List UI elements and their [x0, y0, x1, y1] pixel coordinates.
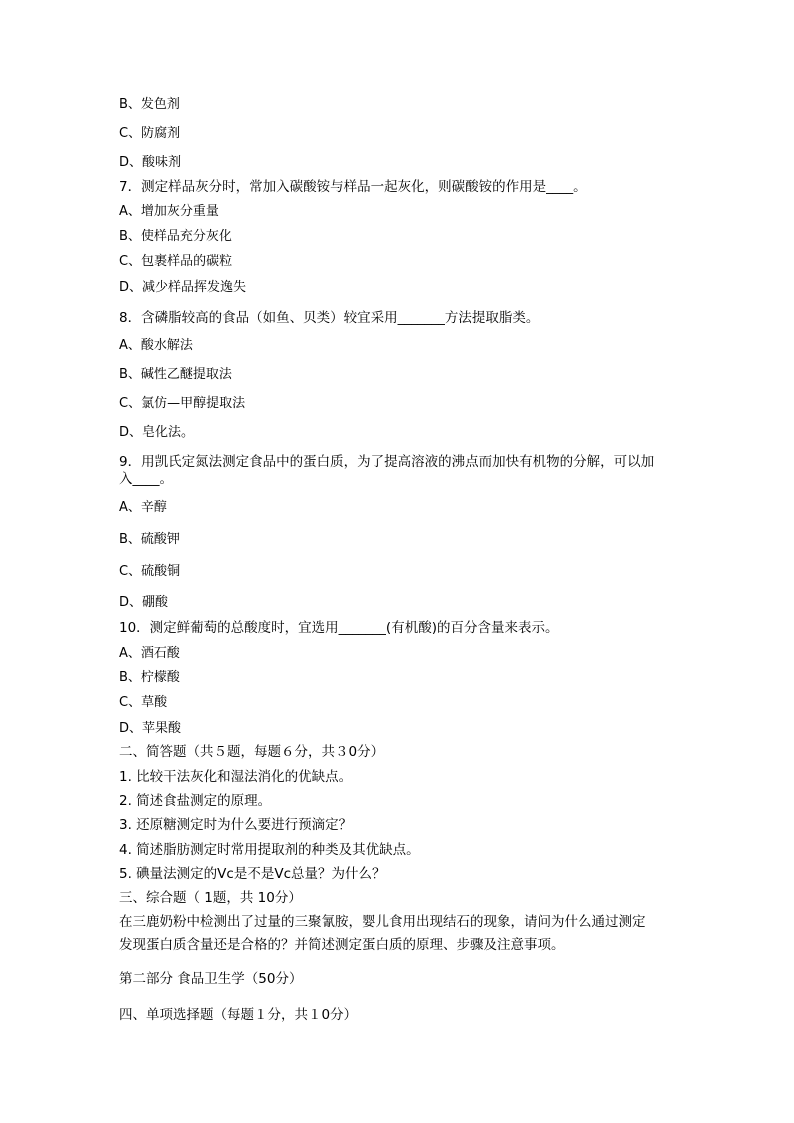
section3-heading: 三、综合题（ 1题，共 10分）	[119, 890, 302, 906]
q9-option-b: B、硫酸钾	[119, 532, 180, 547]
q7-question: 7．测定样品灰分时，常加入碳酸铵与样品一起灰化，则碳酸铵的作用是____。	[119, 179, 587, 195]
section2-item-1: 1. 比较干法灰化和湿法消化的优缺点。	[119, 769, 353, 785]
q10-option-c: C、草酸	[119, 695, 168, 710]
section3-body-line2: 发现蛋白质含量还是合格的？并简述测定蛋白质的原理、步骤及注意事项。	[119, 937, 565, 953]
section2-item-5: 5. 碘量法测定的Vc是不是Vc总量？为什么？	[119, 866, 386, 882]
q8-option-b: B、碱性乙醚提取法	[119, 367, 232, 382]
q7-option-b: B、使样品充分灰化	[119, 229, 232, 244]
section2-item-2: 2. 简述食盐测定的原理。	[119, 793, 272, 809]
section3-body-line1: 在三鹿奶粉中检测出了过量的三聚氰胺，婴儿食用出现结石的现象，请问为什么通过测定	[119, 914, 646, 930]
q9-question-line1: 9．用凯氏定氮法测定食品中的蛋白质，为了提高溶液的沸点而加快有机物的分解，可以加	[119, 454, 655, 470]
section2-item-3: 3. 还原糖测定时为什么要进行预滴定？	[119, 817, 353, 833]
section2-item-4: 4. 简述脂肪测定时常用提取剂的种类及其优缺点。	[119, 842, 420, 858]
q6-option-c: C、防腐剂	[119, 126, 181, 141]
q6-option-d: D、酸味剂	[119, 155, 182, 170]
q7-option-c: C、包裹样品的碳粒	[119, 254, 233, 269]
section2-heading: 二、简答题（共５题，每题６分，共３0分）	[119, 744, 385, 760]
q7-option-d: D、减少样品挥发逸失	[119, 280, 247, 295]
q9-option-d: D、硼酸	[119, 595, 169, 610]
q8-question: 8．含磷脂较高的食品（如鱼、贝类）较宜采用_______方法提取脂类。	[119, 310, 540, 326]
q8-option-c: C、氯仿—甲醇提取法	[119, 396, 246, 411]
q9-question-line2: 入____。	[119, 471, 173, 487]
q7-option-a: A、增加灰分重量	[119, 204, 219, 219]
q10-option-b: B、柠檬酸	[119, 670, 180, 685]
q6-option-b: B、发色剂	[119, 97, 180, 112]
q9-option-c: C、硫酸铜	[119, 564, 181, 579]
q10-option-a: A、酒石酸	[119, 646, 180, 661]
q10-question: 10．测定鲜葡萄的总酸度时，宜选用_______(有机酸)的百分含量来表示。	[119, 620, 559, 636]
q8-option-d: D、皂化法。	[119, 425, 195, 440]
q9-option-a: A、辛醇	[119, 500, 167, 515]
part2-heading: 第二部分 食品卫生学（50分）	[119, 971, 303, 987]
q8-option-a: A、酸水解法	[119, 338, 193, 353]
q10-option-d: D、苹果酸	[119, 721, 182, 736]
section4-heading: 四、单项选择题（每题１分，共１0分）	[119, 1007, 358, 1023]
